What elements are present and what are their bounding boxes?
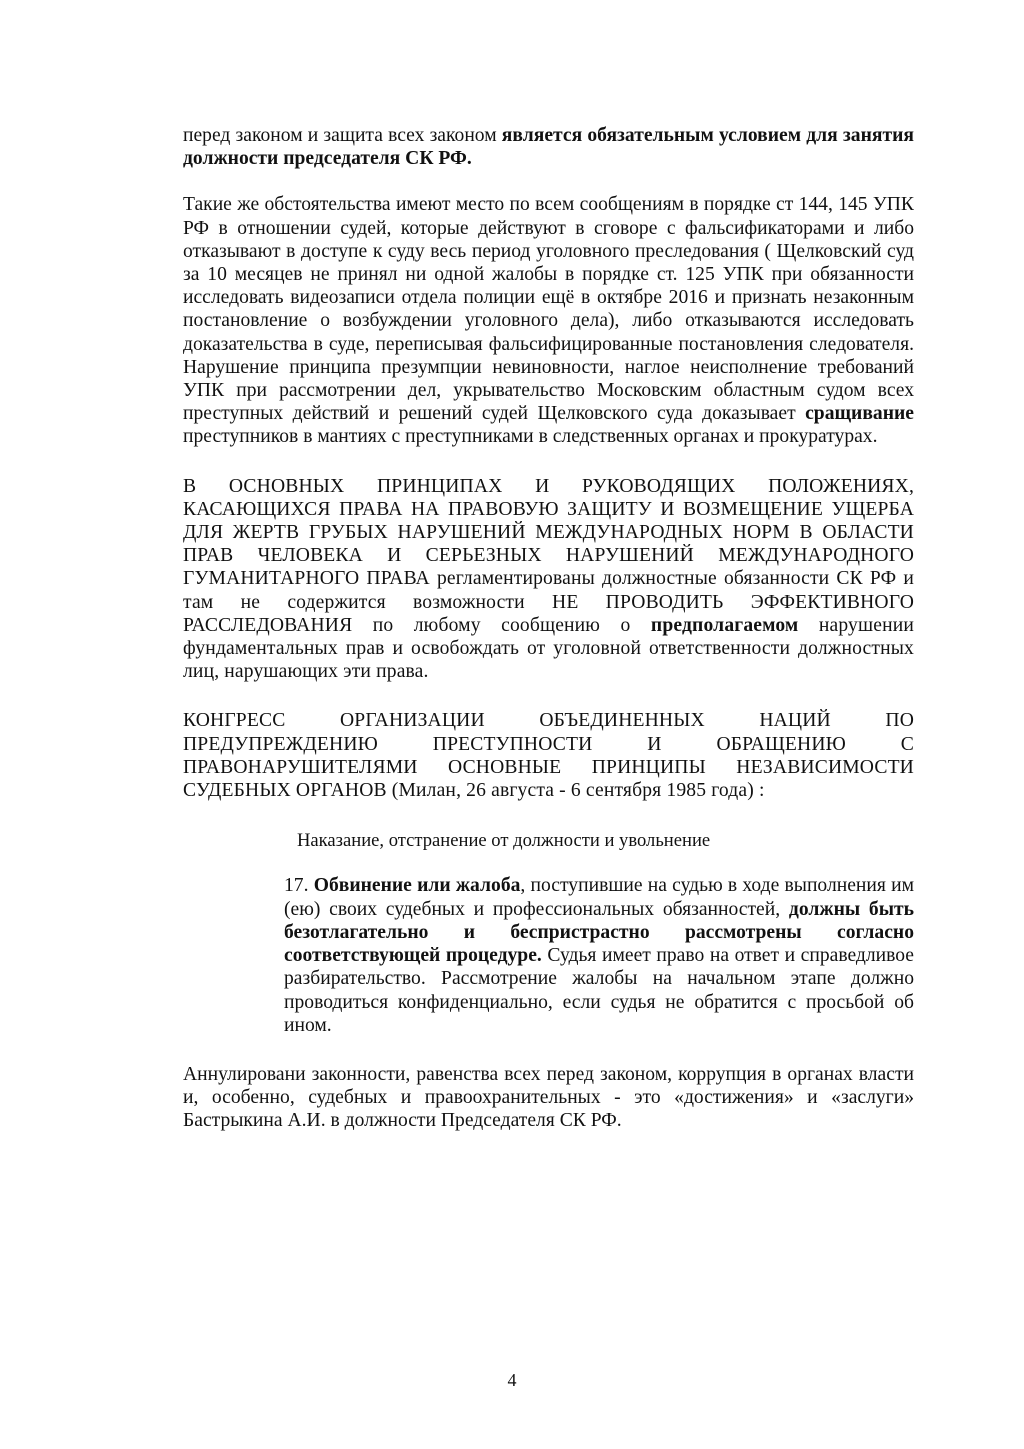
paragraph-text: , поступившие на судью в ходе выполнения им (ею) своих судебных и профессиональных обязанностей, (284, 875, 914, 920)
paragraph-bold-text: предполагаемом (650, 614, 799, 636)
paragraph-text: преступников в мантиях с преступниками в следственных органах и прокуратурах. (183, 426, 878, 448)
document-body (183, 124, 914, 1133)
paragraph-conclusion (183, 1063, 914, 1133)
paragraph-un-congress (183, 709, 914, 802)
quoted-article-17 (284, 874, 914, 1036)
paragraph-bold-text: должны быть безотлагательно и беспристрастно рассмотрены согласно соответствующей процедуре. (284, 898, 915, 967)
paragraph-bold-text: сращивание (805, 403, 914, 425)
paragraph-basic-principles (183, 475, 914, 684)
page-number: 4 (507, 1370, 517, 1390)
paragraph-text: 17. (284, 875, 314, 897)
paragraph-text: КОНГРЕСС ОРГАНИЗАЦИИ ОБЪЕДИНЕННЫХ НАЦИЙ ПО ПРЕДУПРЕЖДЕНИЮ ПРЕСТУПНОСТИ И ОБРАЩЕНИЮ С ПРАВОНАРУШИТЕЛЯМИ ОСНОВНЫЕ ПРИНЦИПЫ НЕЗАВИСИМОСТИ СУДЕБНЫХ ОРГАНОВ (Милан, 26 августа - 6 сентября 1985 года) : (183, 710, 914, 802)
paragraph-courts-collusion (183, 193, 914, 448)
paragraph-text: В ОСНОВНЫХ ПРИНЦИПАХ И РУКОВОДЯЩИХ ПОЛОЖЕНИЯХ, КАСАЮЩИХСЯ ПРАВА НА ПРАВОВУЮ ЗАЩИТУ И ВОЗМЕЩЕНИЕ УЩЕРБА ДЛЯ ЖЕРТВ ГРУБЫХ НАРУШЕНИЙ МЕЖДУНАРОДНЫХ НОРМ В ОБЛАСТИ ПРАВ ЧЕЛОВЕКА И СЕРЬЕЗНЫХ НАРУШЕНИЙ МЕЖДУНАРОДНОГО ГУМАНИТАРНОГО ПРАВА регламентированы должностные обязанности СК РФ и там не содержится возможности НЕ ПРОВОДИТЬ ЭФФЕКТИВНОГО РАССЛЕДОВАНИЯ по любому сообщению о (183, 475, 914, 636)
paragraph-bold-text: является обязательным условием для занятия должности председателя СК РФ. (183, 125, 914, 170)
paragraph-bold-text: Обвинение или жалоба (313, 875, 521, 897)
paragraph-text: Такие же обстоятельства имеют место по всем сообщениям в порядке ст 144, 145 УПК РФ в отношении судей, которые действуют в сговоре с фальсификаторами и либо отказывают в доступе к суду весь период уголовного преследования ( Щелковский суд за 10 месяцев не принял ни одной жалобы в порядке ст. 125 УПК при обязанности исследовать видеозаписи отдела полиции ещё в октябре 2016 и признать незаконным постановление о возбуждении уголовного дела), либо отказываются исследовать доказательства в суде, переписывая фальсифицированные постановления следователя. Нарушение принципа презумпции невиновности, наглое неисполнение требований УПК при рассмотрении дел, укрывательство Московским областным судом всех преступных действий и решений судей Щелковского суда доказывает (183, 194, 914, 425)
paragraph-text: Судья имеет право на ответ и справедливое разбирательство. Рассмотрение жалобы на начальном этапе должно проводиться конфиденциально, если судья не обратится с просьбой об ином. (284, 945, 915, 1036)
paragraph-text: перед законом и защита всех законом (183, 125, 502, 146)
section-heading: Наказание, отстранение от должности и увольнение (297, 830, 711, 852)
paragraph-continuation (183, 124, 914, 170)
paragraph-article-17 (284, 874, 914, 1036)
paragraph-text: нарушении фундаментальных прав и освобождать от уголовной ответственности должностных лиц, нарушающих эти права. (183, 614, 914, 683)
paragraph-text: Аннулировани законности, равенства всех перед законом, коррупция в органах власти и, особенно, судебных и правоохранительных - это «достижения» и «заслуги» Бастрыкина А.И. в должности Председателя СК РФ. (183, 1063, 914, 1132)
